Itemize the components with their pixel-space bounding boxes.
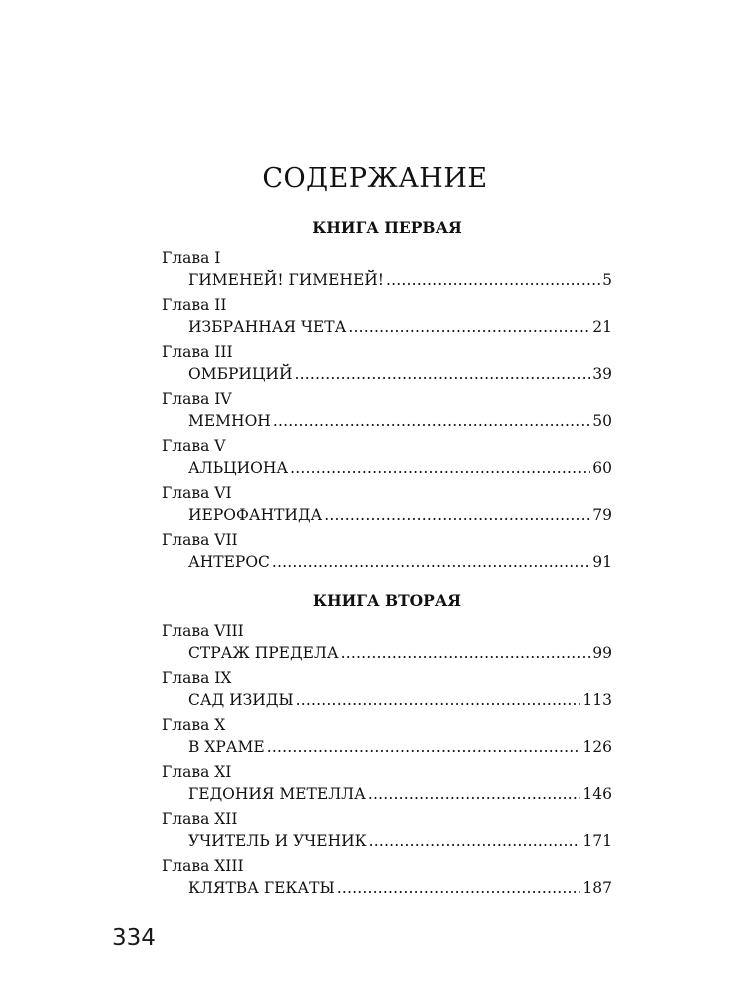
toc-entry	[162, 436, 612, 483]
dot-leader	[273, 409, 590, 433]
chapter-label: Глава VI	[162, 484, 232, 502]
chapter-title: ИЕРОФАНТИДА	[188, 506, 323, 524]
dot-leader	[290, 456, 590, 480]
chapter-line[interactable]	[188, 315, 612, 339]
book-heading: КНИГА ВТОРАЯ	[312, 591, 462, 610]
chapter-title: САД ИЗИДЫ	[188, 691, 294, 709]
chapter-label: Глава II	[162, 296, 227, 314]
toc-entry	[162, 389, 612, 436]
chapter-label: Глава V	[162, 437, 226, 455]
toc-entry	[162, 856, 612, 903]
dot-leader	[341, 641, 591, 665]
chapter-title: УЧИТЕЛЬ И УЧЕНИК	[188, 832, 367, 850]
chapter-line[interactable]	[188, 782, 612, 806]
dot-leader	[324, 503, 590, 527]
chapter-line[interactable]	[188, 503, 612, 527]
chapter-page-number: 21	[592, 318, 612, 336]
chapter-page-number: 60	[592, 459, 612, 477]
dot-leader	[348, 315, 590, 339]
page-number: 334	[112, 925, 156, 951]
chapter-line[interactable]	[188, 550, 612, 574]
table-of-contents-book-1	[162, 248, 612, 577]
toc-entry	[162, 248, 612, 295]
chapter-title: ГЕДОНИЯ МЕТЕЛЛА	[188, 785, 366, 803]
chapter-page-number: 50	[592, 412, 612, 430]
chapter-page-number: 5	[602, 271, 612, 289]
chapter-label: Глава IV	[162, 390, 232, 408]
chapter-page-number: 126	[582, 738, 612, 756]
toc-entry	[162, 483, 612, 530]
dot-leader	[294, 362, 590, 386]
chapter-line[interactable]	[188, 829, 612, 853]
chapter-label: Глава IX	[162, 669, 232, 687]
chapter-label: Глава XIII	[162, 857, 244, 875]
dot-leader	[296, 688, 581, 712]
toc-entry	[162, 809, 612, 856]
toc-entry	[162, 715, 612, 762]
toc-entry	[162, 342, 612, 389]
chapter-title: КЛЯТВА ГЕКАТЫ	[188, 879, 335, 897]
chapter-title: ГИМЕНЕЙ! ГИМЕНЕЙ!	[188, 271, 385, 289]
toc-entry	[162, 668, 612, 715]
dot-leader	[267, 735, 581, 759]
chapter-page-number: 113	[582, 691, 612, 709]
chapter-label: Глава XI	[162, 763, 232, 781]
chapter-line[interactable]	[188, 735, 612, 759]
dot-leader	[386, 268, 600, 292]
chapter-title: ИЗБРАННАЯ ЧЕТА	[188, 318, 347, 336]
table-of-contents-book-2	[162, 621, 612, 903]
dot-leader	[368, 782, 581, 806]
chapter-label: Глава VIII	[162, 622, 244, 640]
chapter-line[interactable]	[188, 456, 612, 480]
chapter-page-number: 146	[582, 785, 612, 803]
chapter-title: МЕМНОН	[188, 412, 271, 430]
chapter-line[interactable]	[188, 876, 612, 900]
chapter-page-number: 171	[582, 832, 612, 850]
chapter-label: Глава VII	[162, 531, 238, 549]
page-title: СОДЕРЖАНИЕ	[262, 163, 488, 194]
chapter-title: АНТЕРОС	[188, 553, 270, 571]
chapter-label: Глава XII	[162, 810, 238, 828]
chapter-title: ОМБРИЦИЙ	[188, 365, 293, 383]
chapter-line[interactable]	[188, 268, 612, 292]
toc-entry	[162, 530, 612, 577]
chapter-title: АЛЬЦИОНА	[188, 459, 289, 477]
dot-leader	[337, 876, 581, 900]
chapter-label: Глава III	[162, 343, 233, 361]
dot-leader	[272, 550, 590, 574]
chapter-label: Глава I	[162, 249, 221, 267]
chapter-line[interactable]	[188, 641, 612, 665]
toc-entry	[162, 621, 612, 668]
chapter-page-number: 99	[592, 644, 612, 662]
toc-entry	[162, 762, 612, 809]
chapter-line[interactable]	[188, 362, 612, 386]
chapter-line[interactable]	[188, 409, 612, 433]
chapter-page-number: 39	[592, 365, 612, 383]
toc-entry	[162, 295, 612, 342]
chapter-page-number: 91	[592, 553, 612, 571]
chapter-label: Глава X	[162, 716, 226, 734]
chapter-title: СТРАЖ ПРЕДЕЛА	[188, 644, 339, 662]
chapter-line[interactable]	[188, 688, 612, 712]
dot-leader	[369, 829, 581, 853]
chapter-page-number: 187	[582, 879, 612, 897]
chapter-page-number: 79	[592, 506, 612, 524]
chapter-title: В ХРАМЕ	[188, 738, 265, 756]
book-heading: КНИГА ПЕРВАЯ	[312, 218, 462, 237]
